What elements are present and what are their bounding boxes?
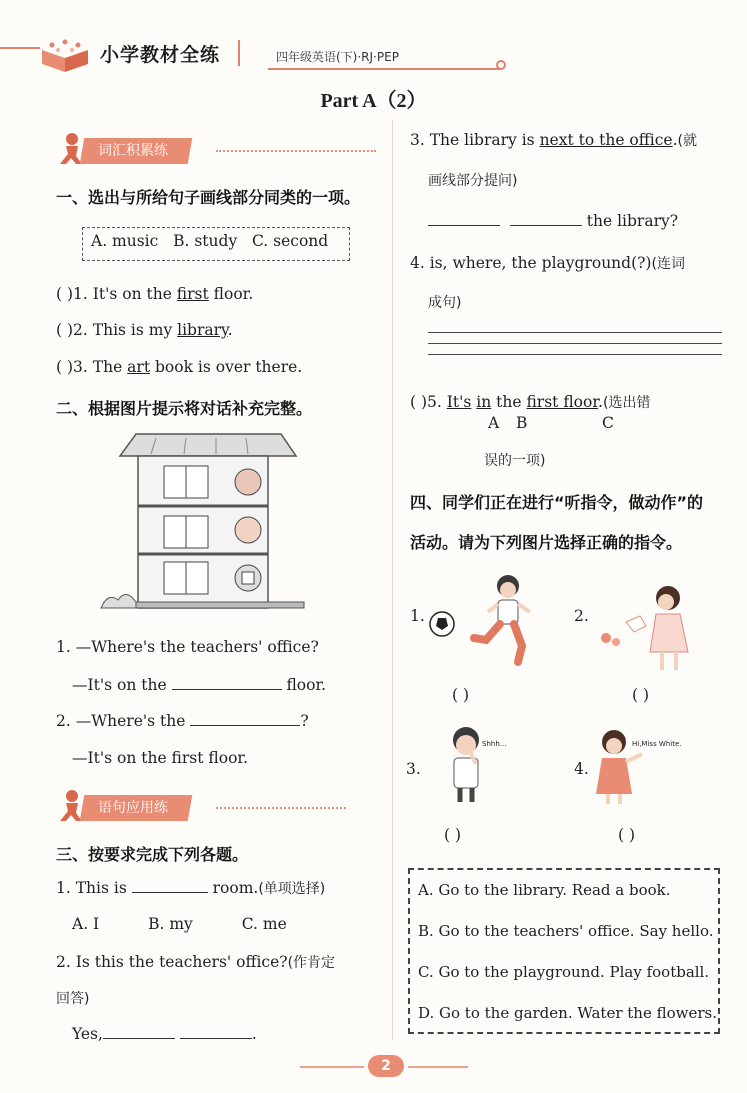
item-text: 4. is, where, the playground(?) xyxy=(410,254,652,272)
book-logo-icon xyxy=(38,38,92,74)
line-text: ? xyxy=(300,712,309,730)
pic-3-bubble: Shhh... xyxy=(482,740,507,748)
q3-item-5-label-b: B xyxy=(516,414,528,432)
answer-blank[interactable] xyxy=(132,879,208,893)
instruction-note: (连词 xyxy=(651,256,685,272)
q2-line-2 xyxy=(72,676,326,694)
item-text: 5. xyxy=(427,393,447,411)
q3-item-2-note-cont: 回答) xyxy=(56,991,90,1007)
section-tag-label: 词汇积累练 xyxy=(98,143,168,159)
header-divider xyxy=(238,40,240,66)
item-text: the library? xyxy=(581,212,679,230)
q3-item-3 xyxy=(410,130,697,150)
item-text: floor. xyxy=(208,285,254,303)
pic-3-boy-shhh xyxy=(428,724,514,804)
instruction-note: (就 xyxy=(677,133,697,149)
underlined-b: in xyxy=(476,393,492,411)
line-text: —It's on the xyxy=(72,676,172,694)
answer-blank[interactable] xyxy=(180,1025,252,1039)
footer-rule-right xyxy=(408,1066,468,1068)
q3-item-5-label-a: A xyxy=(488,414,500,432)
book-title: 小学教材全练 xyxy=(100,44,221,66)
item-text: 2. Is this the teachers' office? xyxy=(56,953,288,971)
item-text: . xyxy=(598,393,603,411)
answer-blank[interactable] xyxy=(103,1025,175,1039)
building-illustration xyxy=(96,432,306,612)
item-text: . xyxy=(672,131,678,149)
page-number: 2 xyxy=(368,1055,404,1077)
pic-3-answer[interactable]: ( ) xyxy=(444,826,462,844)
pic-2-girl-watering xyxy=(592,582,704,674)
item-text: 3. The library is xyxy=(410,131,540,149)
header-rule-left xyxy=(0,47,40,49)
q3-item-2 xyxy=(56,952,335,972)
pic-3-number: 3. xyxy=(406,760,421,778)
q3-item-2-answer xyxy=(72,1025,257,1043)
underlined-c: first floor xyxy=(526,393,599,411)
answer-paren[interactable]: ( ) xyxy=(56,321,74,339)
pic-4-answer[interactable]: ( ) xyxy=(618,826,636,844)
instruction-note: (作肯定 xyxy=(287,955,336,971)
item-text: the xyxy=(491,393,527,411)
q3-item-4-writing-lines[interactable] xyxy=(428,332,722,365)
commands-box xyxy=(408,868,720,1034)
q3-item-5 xyxy=(410,392,650,412)
q1-option-c: C. second xyxy=(251,232,329,250)
q3-item-1-options xyxy=(72,915,287,933)
q1-options-box xyxy=(82,227,350,261)
answer-blank[interactable] xyxy=(172,676,282,690)
q2-line-1: 1. —Where's the teachers' office? xyxy=(56,638,319,656)
pic-2-answer[interactable]: ( ) xyxy=(632,686,650,704)
underlined-word: art xyxy=(127,358,151,376)
underlined-word: first xyxy=(176,285,209,303)
item-text: . xyxy=(227,321,233,339)
command-a: A. Go to the library. Read a book. xyxy=(418,881,671,899)
underlined-phrase: next to the office xyxy=(539,131,673,149)
answer-paren[interactable]: ( ) xyxy=(56,285,74,303)
underlined-a: It's xyxy=(446,393,472,411)
item-text: 1. This is xyxy=(56,879,132,897)
q4-heading-line1: 四、同学们正在进行“听指令，做动作”的 xyxy=(410,493,704,512)
instruction-note: (选出错 xyxy=(602,395,651,411)
pic-2-number: 2. xyxy=(574,607,589,625)
q1-option-a: A. music xyxy=(91,232,159,250)
item-text: 2. This is my xyxy=(73,321,178,339)
pic-1-answer[interactable]: ( ) xyxy=(452,686,470,704)
q2-heading: 二、根据图片提示将对话补充完整。 xyxy=(56,399,313,418)
option-a: A. I xyxy=(72,915,100,933)
page-title: Part A（2） xyxy=(320,90,427,112)
q1-item-2 xyxy=(56,321,233,339)
answer-blank[interactable] xyxy=(510,212,582,226)
answer-paren[interactable]: ( ) xyxy=(56,358,74,376)
pic-4-number: 4. xyxy=(574,760,589,778)
section-tag-sentence xyxy=(56,795,376,821)
q1-option-b: B. study xyxy=(173,232,238,250)
item-text: 3. The xyxy=(73,358,128,376)
command-d: D. Go to the garden. Water the flowers. xyxy=(418,1004,717,1022)
q3-item-3-note-cont: 画线部分提问) xyxy=(428,173,518,189)
q1-item-3 xyxy=(56,358,302,376)
header-ring-icon xyxy=(496,60,506,70)
command-c: C. Go to the playground. Play football. xyxy=(418,963,710,981)
q3-item-4 xyxy=(410,253,685,273)
q1-item-1 xyxy=(56,285,253,303)
underlined-word: library xyxy=(177,321,228,339)
option-c: C. me xyxy=(241,915,287,933)
q3-heading: 三、按要求完成下列各题。 xyxy=(56,845,249,864)
instruction-note: (单项选择) xyxy=(258,881,326,897)
column-divider xyxy=(392,120,393,1040)
pic-1-boy-football xyxy=(426,572,546,668)
section-tag-vocab xyxy=(56,138,376,164)
answer-blank[interactable] xyxy=(428,212,500,226)
q2-line-3 xyxy=(56,712,309,730)
q2-line-4: —It's on the first floor. xyxy=(72,749,249,767)
line-text: floor. xyxy=(281,676,327,694)
line-text: 2. —Where's the xyxy=(56,712,191,730)
q3-item-1 xyxy=(56,878,325,898)
answer-paren[interactable]: ( ) xyxy=(410,393,428,411)
answer-blank[interactable] xyxy=(190,712,300,726)
item-text: 1. It's on the xyxy=(73,285,177,303)
pic-4-bubble: Hi,Miss White. xyxy=(632,740,682,748)
item-text: . xyxy=(251,1025,257,1043)
option-b: B. my xyxy=(148,915,193,933)
item-text: Yes, xyxy=(72,1025,103,1043)
command-b: B. Go to the teachers' office. Say hello. xyxy=(418,922,714,940)
q3-item-5-note-cont: 误的一项) xyxy=(484,453,546,469)
q3-item-5-label-c: C xyxy=(602,414,614,432)
item-text: book is over there. xyxy=(150,358,303,376)
q1-heading: 一、选出与所给句子画线部分同类的一项。 xyxy=(56,188,361,207)
q3-item-4-note-cont: 成句) xyxy=(428,295,462,311)
section-tag-label: 语句应用练 xyxy=(98,800,168,816)
q4-heading-line2: 活动。请为下列图片选择正确的指令。 xyxy=(410,533,683,552)
pic-1-number: 1. xyxy=(410,607,425,625)
header-rule-right xyxy=(268,68,500,70)
book-subtitle: 四年级英语(下)·RJ·PEP xyxy=(276,50,399,64)
footer-rule-left xyxy=(300,1066,364,1068)
q3-item-3-answer xyxy=(428,212,678,230)
item-text: room. xyxy=(207,879,259,897)
